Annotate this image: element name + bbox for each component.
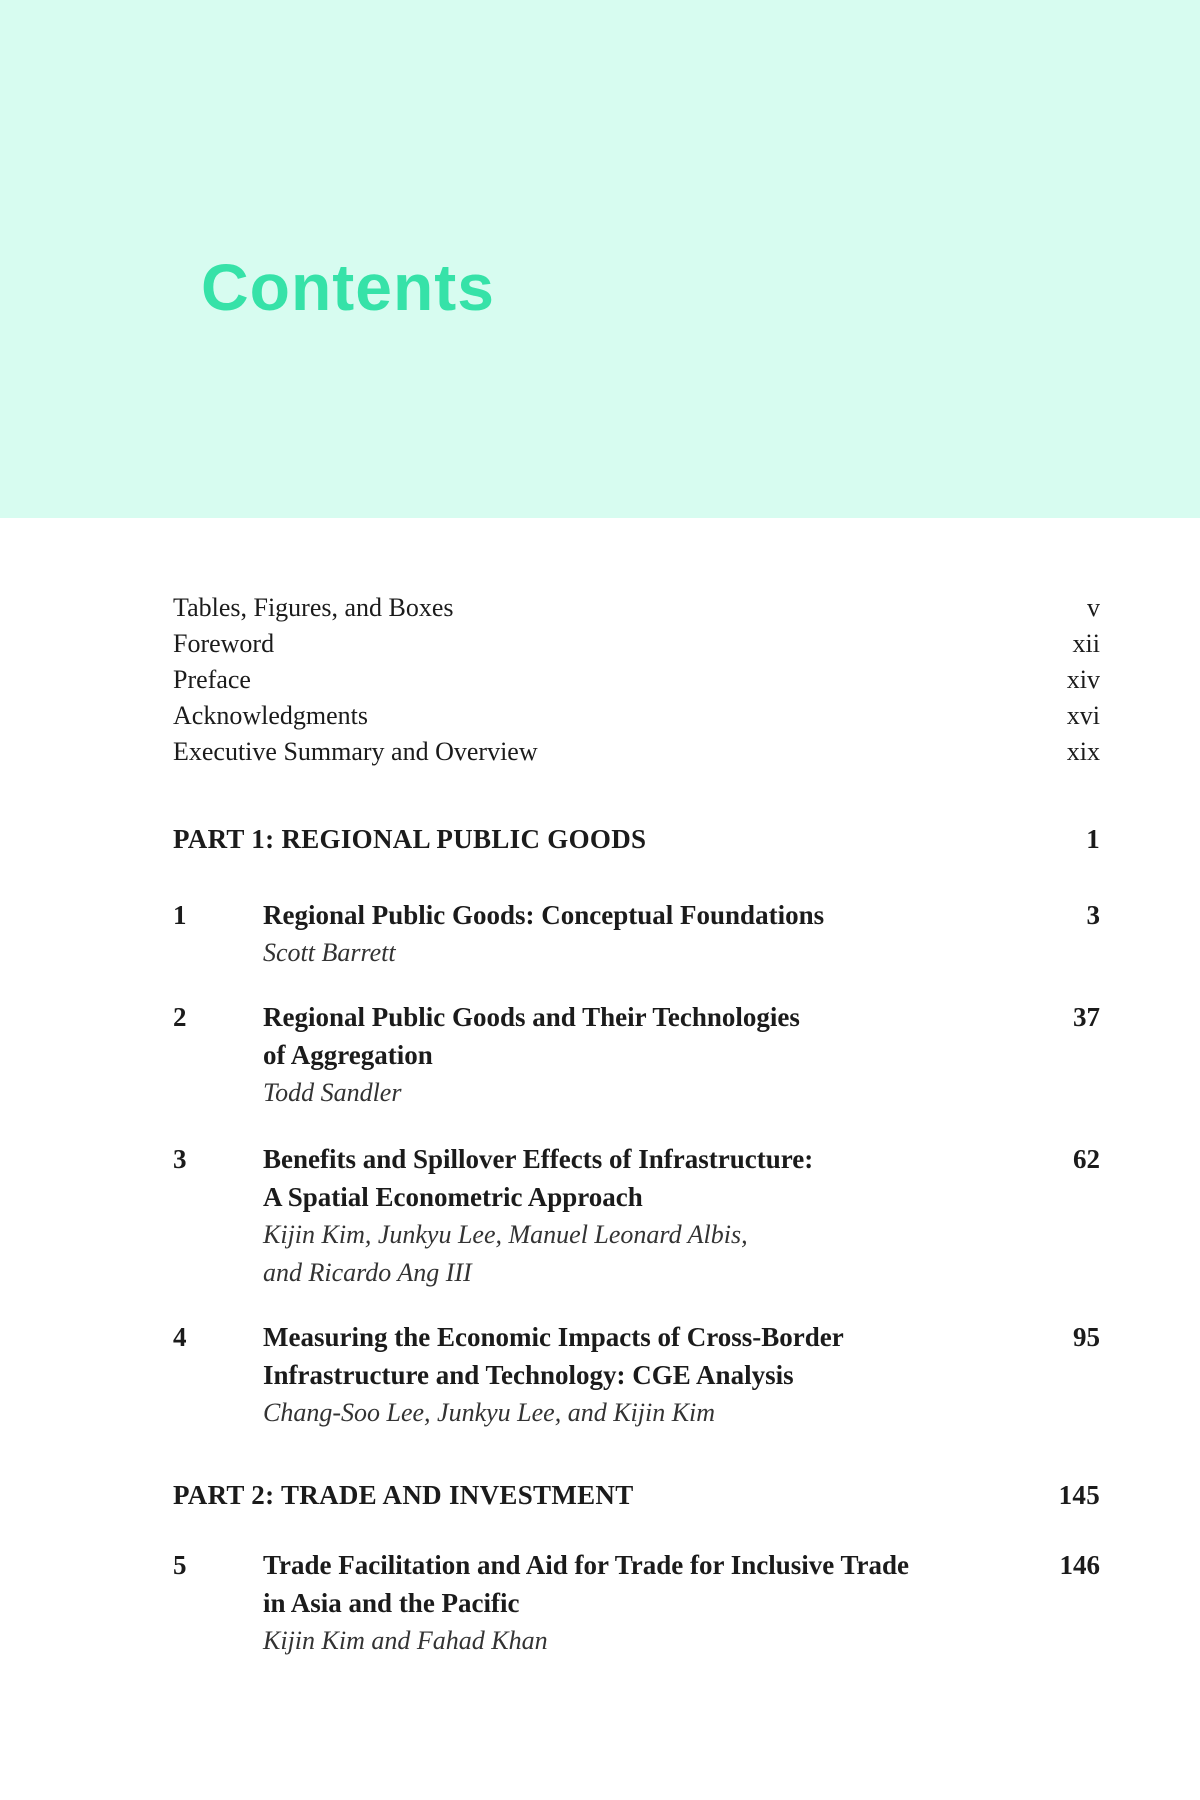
- table-of-contents: [0, 518, 1200, 1660]
- chapter-number: 4: [173, 1322, 187, 1352]
- entry-label: Preface: [173, 665, 251, 694]
- chapter-authors-line: Kijin Kim, Junkyu Lee, Manuel Leonard Albis,: [263, 1220, 748, 1249]
- chapter-number: 1: [173, 900, 187, 930]
- chapter-page-number: 95: [1073, 1322, 1100, 1352]
- front-matter-entry: [173, 662, 1100, 698]
- part-page-number: 145: [1058, 1480, 1100, 1510]
- part-heading: [173, 1476, 1100, 1514]
- entry-page-number: xix: [1066, 737, 1100, 766]
- chapter-title-line: Regional Public Goods and Their Technologies: [263, 1002, 800, 1032]
- front-matter-entry: [173, 734, 1100, 770]
- front-matter-entry: [173, 698, 1100, 734]
- front-matter-entry: [173, 590, 1100, 626]
- entry-label: Tables, Figures, and Boxes: [173, 593, 454, 622]
- chapter-title-line: Regional Public Goods: Conceptual Foundations: [263, 900, 825, 930]
- chapter-title-line: in Asia and the Pacific: [263, 1588, 520, 1618]
- chapter-title-line: A Spatial Econometric Approach: [263, 1182, 643, 1212]
- chapter-page-number: 146: [1059, 1550, 1100, 1580]
- entry-page-number: xvi: [1066, 701, 1100, 730]
- chapter-title-line: Infrastructure and Technology: CGE Analysis: [263, 1360, 794, 1390]
- chapter-authors-line: and Ricardo Ang III: [263, 1258, 472, 1287]
- chapter-number: 2: [173, 1002, 187, 1032]
- chapter-title-line: Measuring the Economic Impacts of Cross-Border: [263, 1322, 844, 1352]
- part-heading: [173, 820, 1100, 858]
- page-title: Contents: [201, 250, 495, 324]
- chapter-body: [263, 1140, 1073, 1292]
- chapter-authors-line: Chang-Soo Lee, Junkyu Lee, and Kijin Kim: [263, 1398, 716, 1427]
- chapter-page-number: 3: [1086, 900, 1100, 930]
- chapter-entry: [173, 896, 1100, 972]
- entry-page-number: xii: [1072, 629, 1100, 658]
- chapter-number: 5: [173, 1550, 187, 1580]
- chapter-body: [263, 1318, 1073, 1432]
- entry-label: Executive Summary and Overview: [173, 737, 538, 766]
- chapter-entry: [173, 1140, 1100, 1292]
- chapter-number: 3: [173, 1144, 187, 1174]
- entry-page-number: v: [1087, 593, 1100, 622]
- chapter-authors-line: Todd Sandler: [263, 1078, 402, 1107]
- chapter-title-line: Benefits and Spillover Effects of Infrastructure:: [263, 1144, 814, 1174]
- chapter-page-number: 62: [1073, 1144, 1100, 1174]
- chapter-title-line: Trade Facilitation and Aid for Trade for Inclusive Trade: [263, 1550, 910, 1580]
- chapter-body: [263, 1546, 1060, 1660]
- chapter-entry: [173, 1546, 1100, 1660]
- entry-label: Acknowledgments: [173, 701, 368, 730]
- entry-page-number: xiv: [1066, 665, 1100, 694]
- front-matter-list: [173, 590, 1100, 770]
- part-title: PART 1: REGIONAL PUBLIC GOODS: [173, 824, 647, 854]
- chapter-page-number: 37: [1073, 1002, 1100, 1032]
- chapter-body: [263, 998, 1073, 1112]
- part-page-number: 1: [1086, 824, 1100, 854]
- chapter-authors-line: Kijin Kim and Fahad Khan: [263, 1626, 548, 1655]
- part-title: PART 2: TRADE AND INVESTMENT: [173, 1480, 634, 1510]
- chapter-entry: [173, 1318, 1100, 1432]
- chapter-entry: [173, 998, 1100, 1112]
- entry-label: Foreword: [173, 629, 275, 658]
- header-band: [0, 0, 1200, 518]
- chapter-title-line: of Aggregation: [263, 1040, 433, 1070]
- front-matter-entry: [173, 626, 1100, 662]
- chapter-body: [263, 896, 1087, 972]
- chapter-authors-line: Scott Barrett: [263, 938, 396, 967]
